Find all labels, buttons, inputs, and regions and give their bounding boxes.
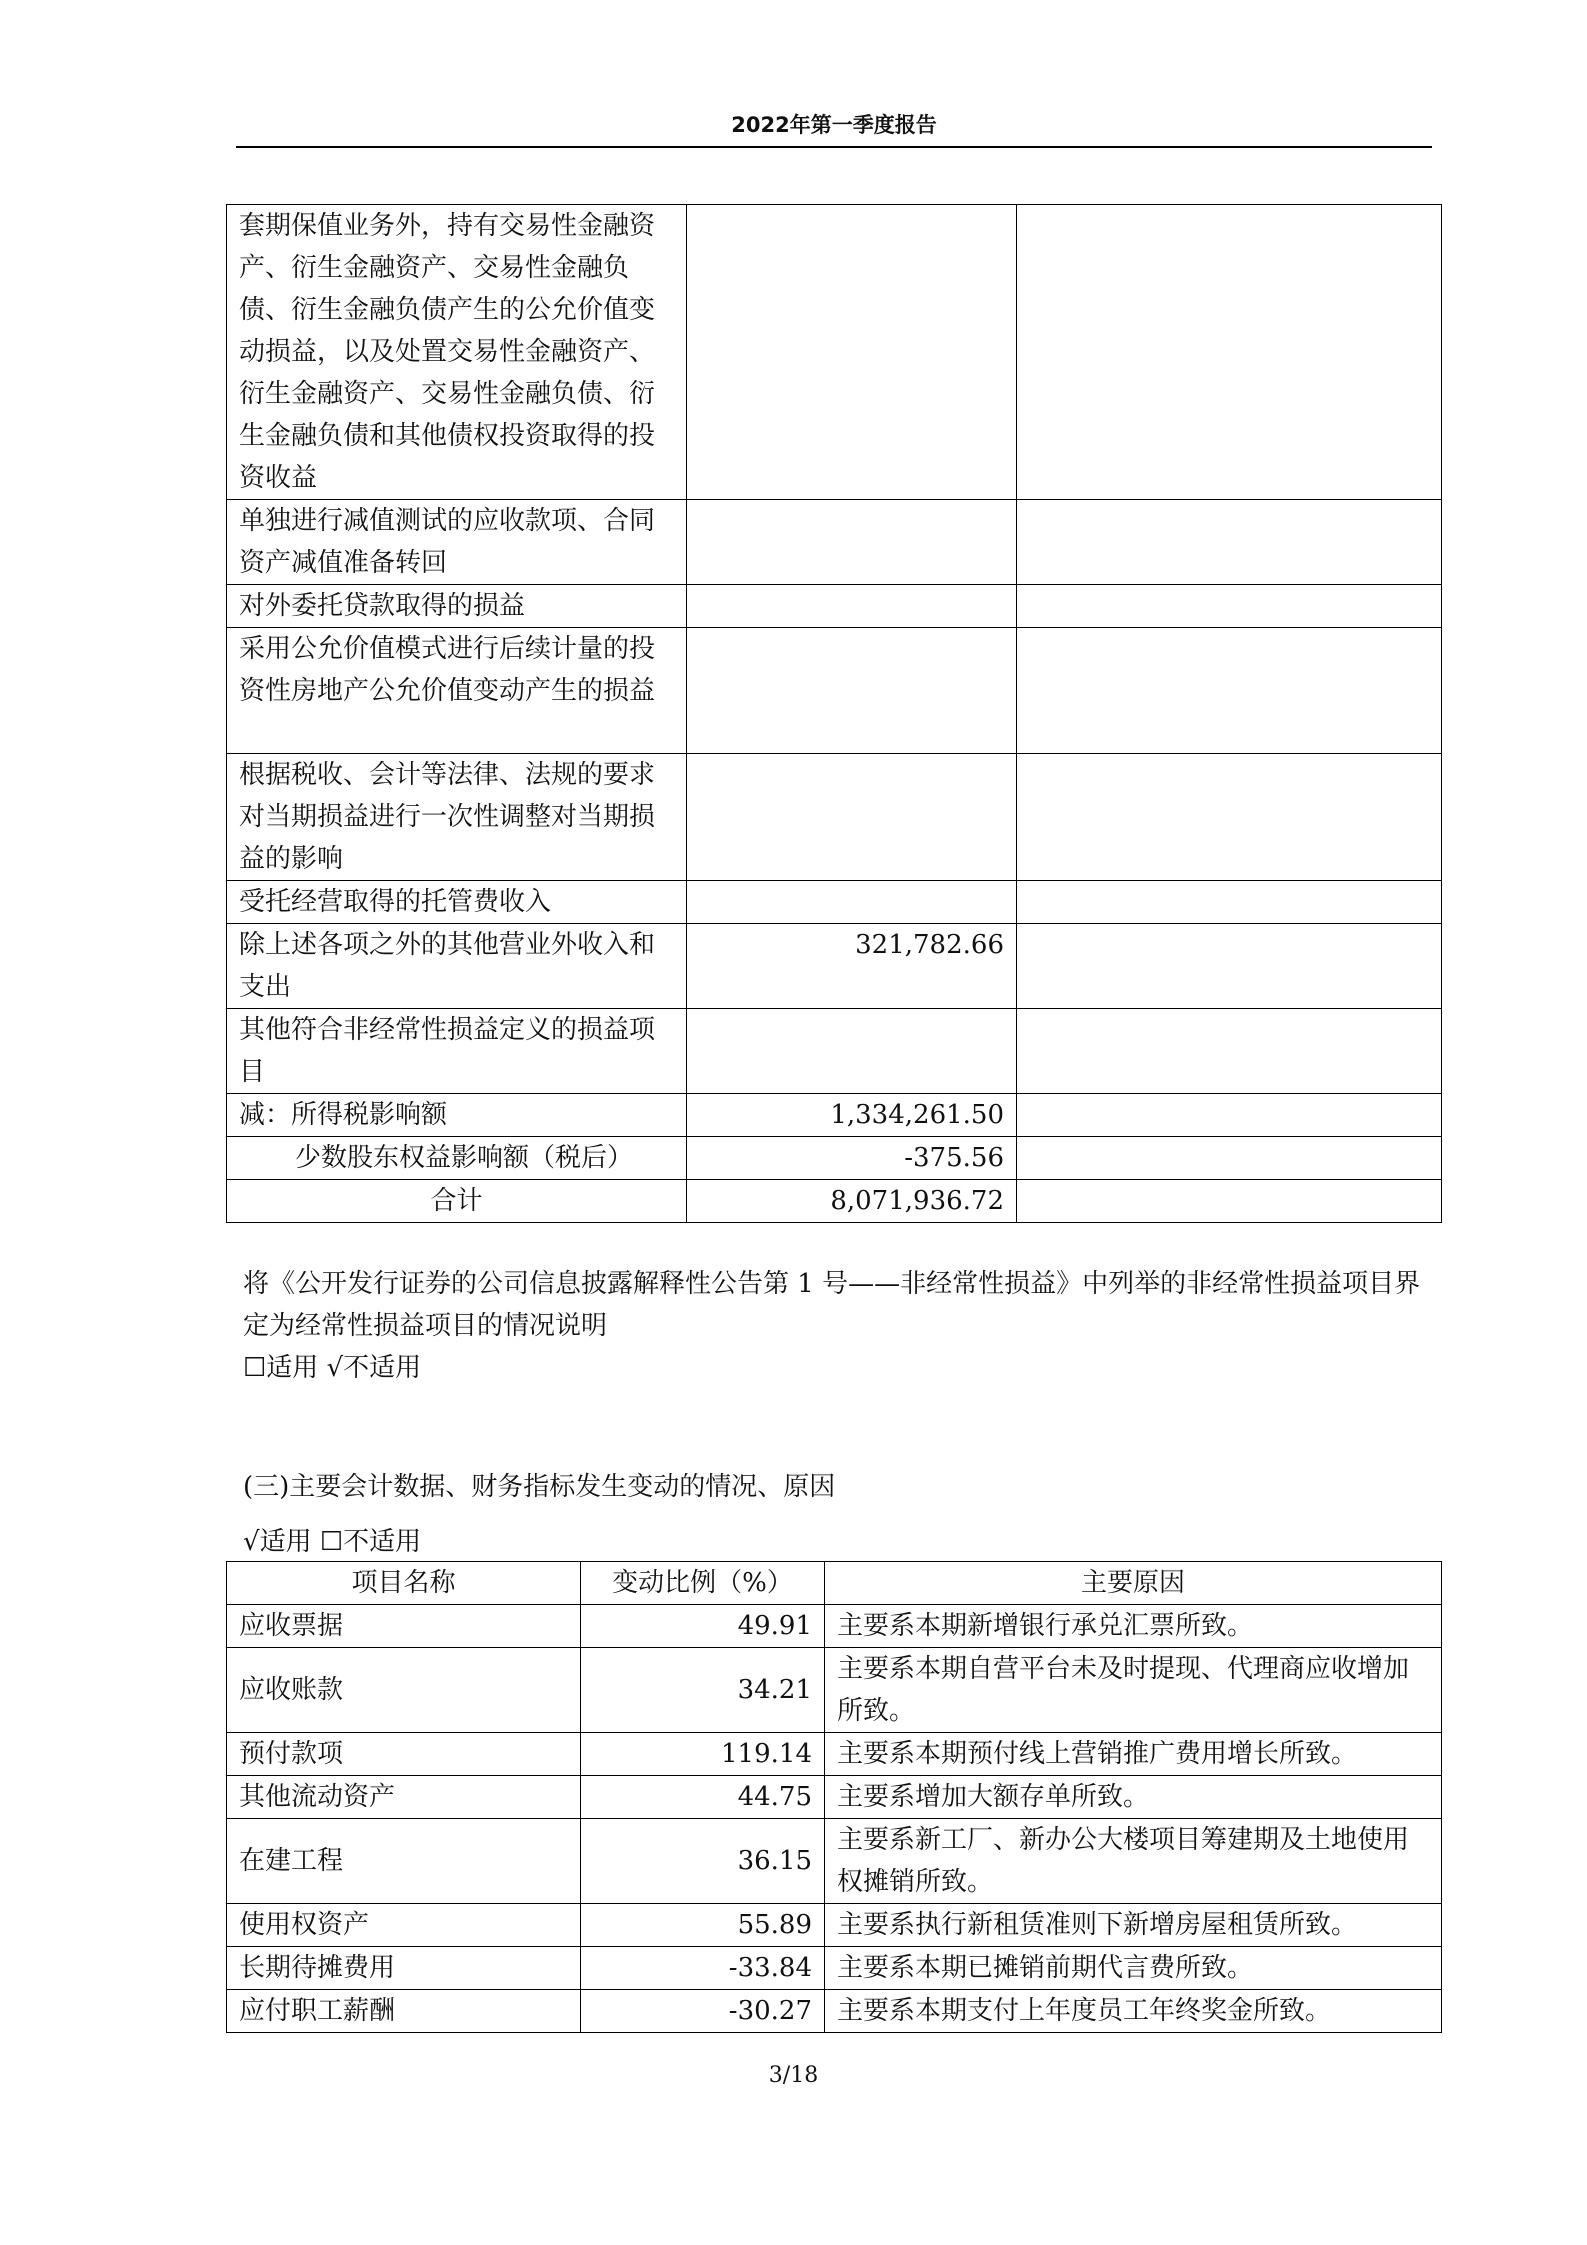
reason-cell: 主要系本期预付线上营销推广费用增长所致。 <box>825 1733 1442 1776</box>
note-cell <box>1017 205 1442 500</box>
ratio-cell: 49.91 <box>581 1605 825 1648</box>
classification-note: 将《公开发行证券的公司信息披露解释性公告第 1 号——非经常性损益》中列举的非经常性损益项目界定为经常性损益项目的情况说明 <box>243 1269 1421 1341</box>
table-header-row <box>227 1562 1442 1605</box>
table-row <box>227 1605 1442 1648</box>
reason-cell: 主要系本期自营平台未及时提现、代理商应收增加所致。 <box>825 1648 1442 1733</box>
table-row <box>227 1009 1442 1094</box>
report-title: 2022年第一季度报告 <box>731 113 937 137</box>
item-cell: 预付款项 <box>227 1733 581 1776</box>
item-cell: 单独进行减值测试的应收款项、合同资产减值准备转回 <box>227 500 687 585</box>
ratio-cell: 55.89 <box>581 1904 825 1947</box>
column-header: 主要原因 <box>825 1562 1442 1605</box>
item-cell: 根据税收、会计等法律、法规的要求对当期损益进行一次性调整对当期损益的影响 <box>227 754 687 881</box>
table-row <box>227 205 1442 500</box>
page-number: 3/18 <box>768 2063 819 2088</box>
total-label-cell: 合计 <box>227 1180 687 1223</box>
table-row <box>227 1094 1442 1137</box>
table-row <box>227 924 1442 1009</box>
table-row <box>227 1819 1442 1904</box>
table-row <box>227 1990 1442 2033</box>
reason-cell: 主要系执行新租赁准则下新增房屋租赁所致。 <box>825 1904 1442 1947</box>
table-row <box>227 881 1442 924</box>
amount-cell: -375.56 <box>687 1137 1017 1180</box>
note-cell <box>1017 1009 1442 1094</box>
note-cell <box>1017 924 1442 1009</box>
change-reasons-table <box>226 1561 1442 2033</box>
table-row <box>227 1776 1442 1819</box>
table-row <box>227 628 1442 754</box>
ratio-cell: 34.21 <box>581 1648 825 1733</box>
amount-cell: 1,334,261.50 <box>687 1094 1017 1137</box>
ratio-cell: -33.84 <box>581 1947 825 1990</box>
amount-cell <box>687 628 1017 754</box>
item-cell: 其他流动资产 <box>227 1776 581 1819</box>
table-row <box>227 1733 1442 1776</box>
non-recurring-gains-table <box>226 204 1442 1223</box>
note-cell <box>1017 881 1442 924</box>
item-cell: 除上述各项之外的其他营业外收入和支出 <box>227 924 687 1009</box>
item-cell: 采用公允价值模式进行后续计量的投资性房地产公允价值变动产生的损益 <box>227 628 687 754</box>
item-cell: 减：所得税影响额 <box>227 1094 687 1137</box>
applicability-options: √适用 ☐不适用 <box>243 1527 422 1557</box>
amount-cell <box>687 881 1017 924</box>
ratio-cell: 44.75 <box>581 1776 825 1819</box>
reason-cell: 主要系本期支付上年度员工年终奖金所致。 <box>825 1990 1442 2033</box>
ratio-cell: 36.15 <box>581 1819 825 1904</box>
amount-cell: 321,782.66 <box>687 924 1017 1009</box>
item-cell: 其他符合非经常性损益定义的损益项目 <box>227 1009 687 1094</box>
note-cell <box>1017 1094 1442 1137</box>
item-cell: 在建工程 <box>227 1819 581 1904</box>
column-header: 变动比例（%） <box>581 1562 825 1605</box>
ratio-cell: 119.14 <box>581 1733 825 1776</box>
note-cell <box>1017 754 1442 881</box>
amount-cell <box>687 754 1017 881</box>
reason-cell: 主要系新工厂、新办公大楼项目筹建期及土地使用权摊销所致。 <box>825 1819 1442 1904</box>
reason-cell: 主要系本期新增银行承兑汇票所致。 <box>825 1605 1442 1648</box>
item-cell: 应付职工薪酬 <box>227 1990 581 2033</box>
section-title: (三)主要会计数据、财务指标发生变动的情况、原因 <box>243 1472 836 1502</box>
note-cell <box>1017 585 1442 628</box>
amount-cell <box>687 205 1017 500</box>
item-cell: 少数股东权益影响额（税后） <box>227 1137 687 1180</box>
amount-cell <box>687 500 1017 585</box>
reason-cell: 主要系增加大额存单所致。 <box>825 1776 1442 1819</box>
page-header <box>236 110 1432 148</box>
amount-cell <box>687 1009 1017 1094</box>
applicability-options: ☐适用 √不适用 <box>243 1353 422 1383</box>
table-row <box>227 1904 1442 1947</box>
note-cell <box>1017 500 1442 585</box>
note-cell <box>1017 1137 1442 1180</box>
item-cell: 使用权资产 <box>227 1904 581 1947</box>
reason-cell: 主要系本期已摊销前期代言费所致。 <box>825 1947 1442 1990</box>
column-header: 项目名称 <box>227 1562 581 1605</box>
table-row-total <box>227 1180 1442 1223</box>
note-cell <box>1017 1180 1442 1223</box>
item-cell: 对外委托贷款取得的损益 <box>227 585 687 628</box>
table-row <box>227 1648 1442 1733</box>
table-row <box>227 754 1442 881</box>
item-cell: 受托经营取得的托管费收入 <box>227 881 687 924</box>
table-row <box>227 1947 1442 1990</box>
amount-cell <box>687 585 1017 628</box>
item-cell: 应收账款 <box>227 1648 581 1733</box>
item-cell: 套期保值业务外，持有交易性金融资产、衍生金融资产、交易性金融负债、衍生金融负债产生的公允价值变动损益，以及处置交易性金融资产、衍生金融资产、交易性金融负债、衍生金融负债和其他债权投资取得的投资收益 <box>227 205 687 500</box>
table-row <box>227 585 1442 628</box>
item-cell: 长期待摊费用 <box>227 1947 581 1990</box>
item-cell: 应收票据 <box>227 1605 581 1648</box>
ratio-cell: -30.27 <box>581 1990 825 2033</box>
table-row <box>227 500 1442 585</box>
table-row <box>227 1137 1442 1180</box>
note-cell <box>1017 628 1442 754</box>
total-amount-cell: 8,071,936.72 <box>687 1180 1017 1223</box>
